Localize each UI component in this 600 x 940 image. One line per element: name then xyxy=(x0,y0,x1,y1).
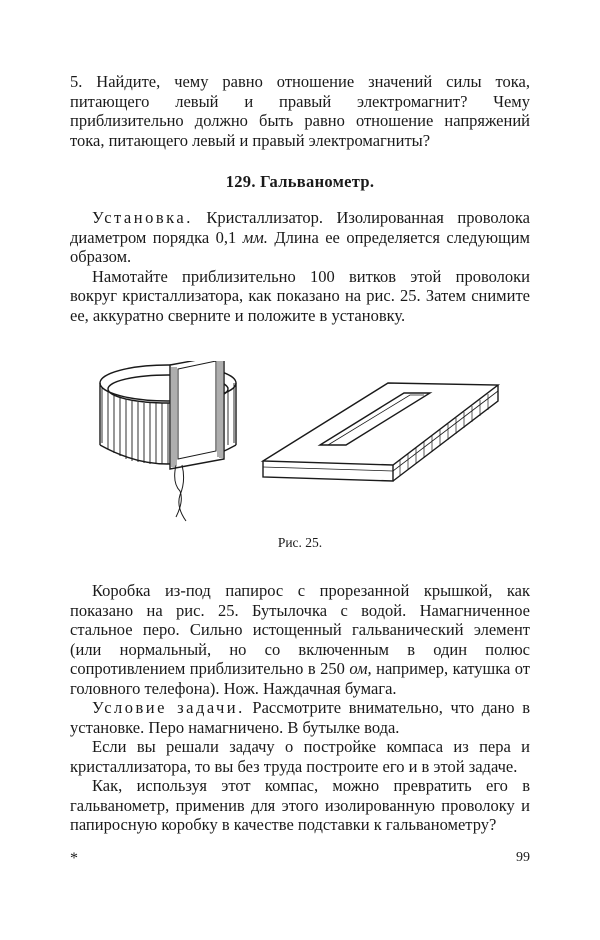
setup-unit: мм. xyxy=(242,227,268,247)
page-content xyxy=(70,72,530,835)
box-drawing xyxy=(263,383,498,481)
condition-label: Условие задачи. xyxy=(92,698,245,717)
section-title: 129. Гальванометр. xyxy=(225,172,375,191)
setup-paragraph xyxy=(70,208,530,267)
materials-unit: ом, xyxy=(349,659,372,678)
figure-illustration xyxy=(88,361,508,531)
figure-caption: Рис. 25. xyxy=(277,535,323,550)
page-number: 99 xyxy=(516,850,530,865)
setup-text-2: Длина ее определяется следующим образом. xyxy=(70,227,530,266)
footer-mark: * xyxy=(70,850,78,867)
materials-paragraph xyxy=(70,581,530,698)
question-5: 5. Найдите, чему равно отношение значений силы тока, питающего левый и правый электромагнит? Чему приблизительно должно быть равно отношение напряжений тока, питающего левый и правый электромагниты? xyxy=(70,72,530,150)
compass-paragraph: Если вы решали задачу о постройке компаса из пера и кристаллизатора, то вы без труда построите его и в этой задаче. xyxy=(70,737,530,776)
setup-label: Установка. xyxy=(92,208,193,227)
wind-instruction: Намотайте приблизительно 100 витков этой проволоки вокруг кристаллизатора, как показано на рис. 25. Затем снимите ее, аккуратно сверните и положите в установку. xyxy=(70,266,530,325)
question-paragraph: Как, используя этот компас, можно превратить его в гальванометр, применив для этого изолированную проволоку и папиросную коробку в качестве подставки к гальванометру? xyxy=(70,776,530,834)
materials-text-1: Коробка из-под папирос с прорезанной крышкой, как показано на рис. 25. Бутылочка с водой. Намагниченное стальное перо. Сильно истощенный гальванический элемент (или нормальный, но со включенным в один полюс сопротивлением приблизительно в 250 xyxy=(70,581,530,678)
page-footer xyxy=(70,850,530,870)
figure-25 xyxy=(70,349,530,581)
condition-paragraph xyxy=(70,698,530,737)
materials-text-2: например, катушка от головного телефона). Нож. Наждачная бумага. xyxy=(70,659,530,698)
condition-text: Рассмотрите внимательно, что дано в установке. Перо намагничено. В бутылке вода. xyxy=(70,698,530,737)
coil-drawing xyxy=(170,361,224,521)
setup-text-1: Кристаллизатор. Изолированная проволока диаметром порядка 0,1 xyxy=(70,208,530,247)
